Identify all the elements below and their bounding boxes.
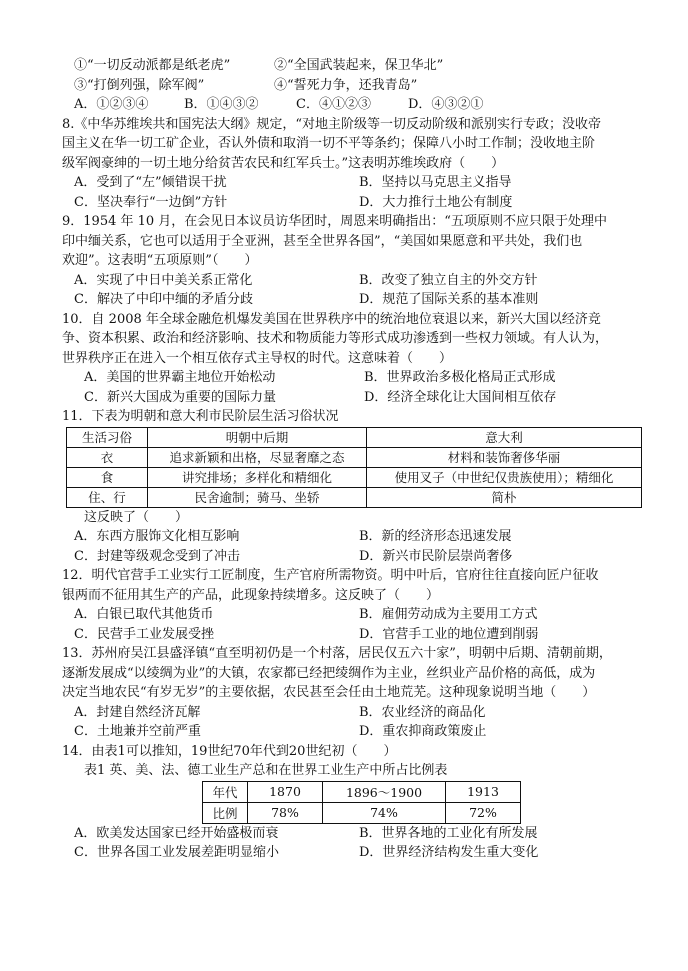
table-cell: 衣 (67, 447, 148, 467)
option-d[interactable]: D．④③②① (408, 97, 484, 112)
table-cell: 78% (248, 802, 323, 823)
table-row (67, 467, 642, 487)
table-cell: 74% (323, 802, 446, 823)
table-cell: 72% (446, 802, 521, 823)
option-d[interactable]: D．经济全球化让大国间相互依存 (364, 389, 557, 405)
q7-options (62, 95, 644, 115)
q13-stem-line: 决定当地农民“有岁无岁”的主要依据，农民甚至会任由土地荒芜。这种现象说明当地（ ） (62, 685, 596, 700)
question-7 (62, 56, 644, 115)
table-header-row (67, 427, 642, 447)
q12-options-row-1 (62, 605, 644, 625)
q7-items-row-1 (62, 56, 644, 76)
q10-options-row-1 (62, 368, 644, 388)
q13-options-row-2 (62, 722, 644, 742)
option-c[interactable]: C．世界各国工业发展差距明显缩小 (74, 845, 279, 860)
option-b[interactable]: B．改变了独立自主的外交方针 (359, 272, 538, 288)
table-row (67, 487, 642, 507)
q11-options-row-1 (62, 527, 644, 547)
q14-stem: 14．由表1可以推知，19世纪70年代到20世纪初（ ） (62, 743, 397, 759)
q12-options-row-2 (62, 625, 644, 645)
q10-stem-line: 10．自 2008 年全球金融危机爆发美国在世界秩序中的统治地位衰退以来，新兴大国以经济竞 (62, 311, 601, 327)
q13-options-row-1 (62, 703, 644, 723)
table-cell: 讲究排场；多样化和精细化 (148, 467, 367, 487)
table-row (203, 802, 521, 823)
q7-item: ③“打倒列强，除军阀” (74, 77, 205, 93)
table-cell: 1896～1900 (323, 781, 446, 802)
option-c[interactable]: C．④①②③ (296, 97, 371, 112)
option-c[interactable]: C．坚决奉行“一边倒”方针 (74, 194, 228, 210)
option-a[interactable]: A．①②③④ (74, 97, 149, 112)
option-a[interactable]: A．美国的世界霸主地位开始松动 (84, 370, 276, 385)
table-cell: 年代 (203, 781, 248, 802)
q9-options-row-2 (62, 290, 644, 310)
option-a[interactable]: A．白银已取代其他货币 (74, 607, 214, 622)
industry-share-table (202, 781, 521, 824)
table-cell: 简朴 (367, 487, 642, 507)
q10-options-row-2 (62, 388, 644, 408)
table-cell: 住、行 (67, 487, 148, 507)
option-c[interactable]: C．封建等级观念受到了冲击 (74, 548, 240, 564)
q8-stem-line: 8.《中华苏维埃共和国宪法大纲》规定，“对地主阶级等一切反动阶级和派别实行专政；没收帝 (62, 116, 602, 132)
option-d[interactable]: D．新兴市民阶层崇尚奢侈 (359, 548, 513, 564)
option-c[interactable]: C．土地兼并空前严重 (74, 724, 201, 739)
option-a[interactable]: A．实现了中日中美关系正常化 (74, 272, 253, 288)
question-14 (62, 742, 644, 863)
q12-stem-line: 银两而不征用其生产的产品，此现象持续增多。这反映了（ ） (62, 587, 440, 603)
option-c[interactable]: C．解决了中印中缅的矛盾分歧 (74, 292, 253, 307)
question-11 (62, 407, 644, 566)
option-c[interactable]: C．新兴大国成为重要的国际力量 (84, 389, 276, 405)
question-12 (62, 566, 644, 644)
q11-options-row-2 (62, 547, 644, 567)
exam-page (62, 56, 644, 863)
table-cell: 比例 (203, 802, 248, 823)
table-row (67, 447, 642, 467)
q7-item: ①“一切反动派都是纸老虎” (74, 58, 231, 73)
option-d[interactable]: D．重农抑商政策废止 (359, 724, 487, 739)
q10-stem-line: 争、资本积累、政治和经济影响、技术和物质能力等形式成功渗透到一些权力领域。有人认为， (62, 331, 609, 346)
table-cell: 1870 (248, 781, 323, 802)
table-cell: 1913 (446, 781, 521, 802)
option-b[interactable]: B．世界各地的工业化有所发展 (359, 825, 538, 841)
option-d[interactable]: D．规范了国际关系的基本准则 (359, 292, 539, 307)
customs-table (66, 427, 642, 508)
option-a[interactable]: A．欧美发达国家已经开始盛极而衰 (74, 825, 279, 841)
q7-item: ②“全国武装起来，保卫华北” (274, 58, 444, 73)
option-b[interactable]: B．雇佣劳动成为主要用工方式 (359, 607, 538, 622)
q9-stem-line: 欢迎”。这表明“五项原则”（ ） (62, 253, 258, 268)
option-b[interactable]: B．新的经济形态迅速发展 (359, 529, 512, 544)
option-b[interactable]: B．世界政治多极化格局正式形成 (364, 370, 556, 385)
q10-stem-line: 世界秩序正在进入一个相互依存式主导权的时代。这意味着（ ） (62, 350, 453, 366)
q9-stem-line: 印中缅关系，它也可以适用于全亚洲，甚至全世界各国”，“美国如果愿意和平共处，我们也 (62, 233, 583, 249)
q7-item: ④“誓死力争，还我青岛” (274, 77, 418, 93)
table-caption: 表1 英、美、法、德工业生产总和在世界工业生产中所占比例表 (84, 763, 448, 778)
option-a[interactable]: A．东西方服饰文化相互影响 (74, 529, 240, 544)
option-d[interactable]: D．大力推行土地公有制度 (359, 194, 513, 210)
q9-stem-line: 9．1954 年 10 月，在会见日本议员访华团时，周恩来明确指出：“五项原则不应只限于处理中 (62, 214, 607, 229)
q8-options-row-2 (62, 193, 644, 213)
q14-options-row-1 (62, 824, 644, 844)
table-cell: 追求新颖和出格，尽显奢靡之态 (148, 447, 367, 467)
table-cell: 民舍逾制；骑马、坐轿 (148, 487, 367, 507)
option-b[interactable]: B．农业经济的商品化 (359, 704, 486, 720)
q8-stem-line: 国主义在华一切工矿企业，否认外债和取消一切不平等条约；保障八小时工作制；没收地主阶 (62, 136, 596, 151)
table-cell: 材料和装饰奢侈华丽 (367, 447, 642, 467)
q11-after: 这反映了（ ） (84, 509, 189, 525)
question-9 (62, 212, 644, 310)
option-b[interactable]: B．坚持以马克思主义指导 (359, 175, 512, 190)
question-8 (62, 115, 644, 213)
q8-options-row-1 (62, 173, 644, 193)
option-c[interactable]: C．民营手工业发展受挫 (74, 626, 214, 642)
option-a[interactable]: A．受到了“左”倾错误干扰 (74, 175, 227, 190)
question-13 (62, 644, 644, 742)
option-a[interactable]: A．封建自然经济瓦解 (74, 704, 201, 720)
table-header: 意大利 (367, 427, 642, 447)
table-row (203, 781, 521, 802)
q7-items-row-2 (62, 76, 644, 96)
q8-stem-line: 级军阀豪绅的一切土地分给贫苦农民和红军兵士。”这表明苏维埃政府（ ） (62, 155, 505, 171)
table-cell: 使用叉子（中世纪仅贵族使用）；精细化 (367, 467, 642, 487)
q11-stem: 11．下表为明朝和意大利市民阶层生活习俗状况 (62, 409, 339, 424)
table-header: 明朝中后期 (148, 427, 367, 447)
option-d[interactable]: D．世界经济结构发生重大变化 (359, 845, 539, 860)
table-cell: 食 (67, 467, 148, 487)
option-d[interactable]: D．官营手工业的地位遭到削弱 (359, 626, 539, 642)
option-b[interactable]: B．①④③② (184, 97, 259, 112)
q12-stem-line: 12．明代官营手工业实行工匠制度，生产官府所需物资。明中叶后，官府往往直接向匠户征收 (62, 568, 599, 583)
table-header: 生活习俗 (67, 427, 148, 447)
q9-options-row-1 (62, 271, 644, 291)
q13-stem-line: 13．苏州府吴江县盛泽镇“直至明初仍是一个村落，居民仅五六十家”，明朝中后期、清朝前期， (62, 646, 612, 661)
q14-options-row-2 (62, 843, 644, 863)
q13-stem-line: 逐渐发展成“以绫绸为业”的大镇，农家都已经把绫绸作为主业，丝织业产品价格的高低，成为 (62, 665, 596, 681)
question-10 (62, 310, 644, 408)
